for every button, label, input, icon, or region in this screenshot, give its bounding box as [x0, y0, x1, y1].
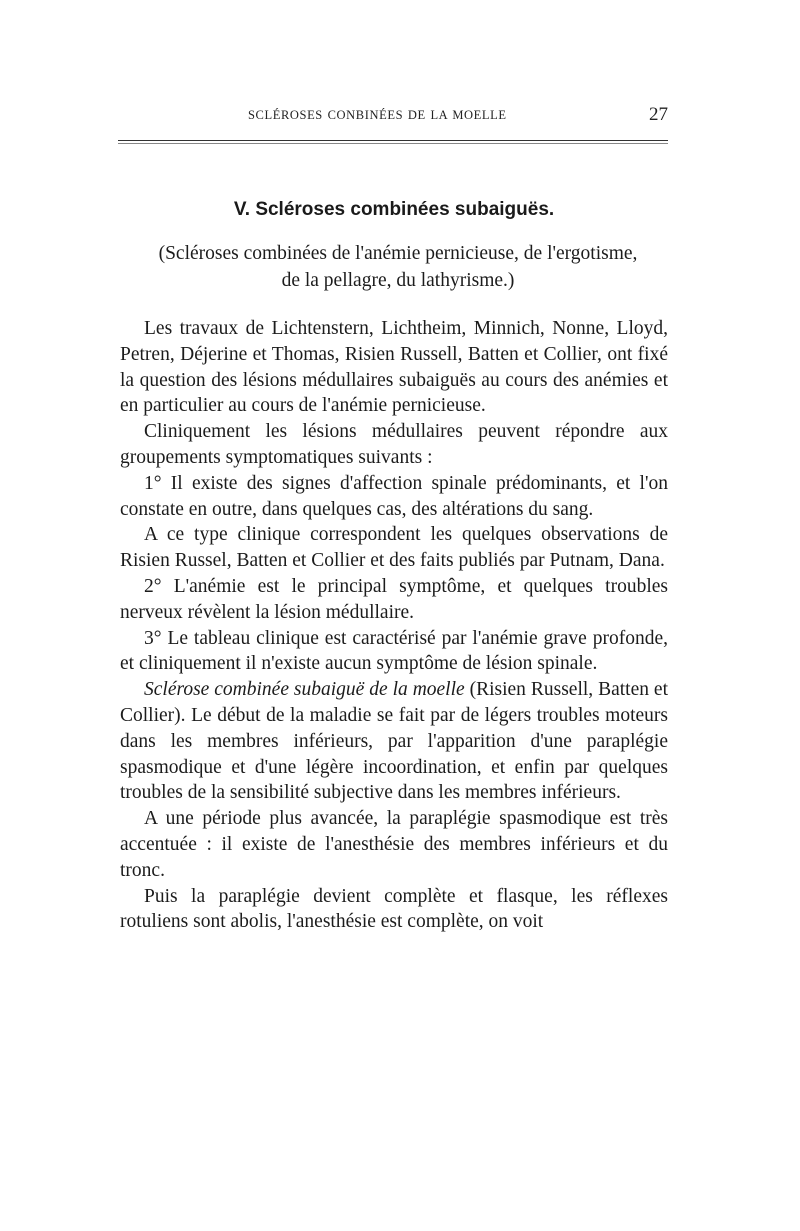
subtitle-line: de la pellagre, du lathyrisme.): [281, 270, 515, 291]
paragraph: Les travaux de Lichtenstern, Lichtheim, Minnich, Nonne, Lloyd, Petren, Déjerine et Thomas, Risien Russell, Batten et Collier, ont fixé la question des lésions médullaires subaiguës au cours des anémies et en particulier au cours de l'anémie pernicieuse.: [120, 318, 668, 417]
running-title: SCLÉROSES CONBINÉES DE LA MOELLE: [248, 108, 507, 122]
paragraph: Puis la paraplégie devient complète et flasque, les réflexes rotuliens sont abolis, l'anesthésie est complète, on voit: [120, 885, 668, 933]
paragraph: Cliniquement les lésions médullaires peuvent répondre aux groupements symptomatiques suivants :: [120, 421, 668, 468]
italic-term: Sclérose combinée subaiguë de la moelle: [144, 679, 465, 701]
page-number: 27: [649, 104, 668, 125]
paragraph: 2° L'anémie est le principal symptôme, et quelques troubles nerveux révèlent la lésion médullaire.: [120, 575, 668, 623]
subtitle-line: (Scléroses combinées de l'anémie pernicieuse, de l'ergotisme,: [158, 243, 638, 264]
paragraph-italic-lead: [120, 677, 668, 806]
header-rule-thin: [118, 143, 668, 144]
paragraph: 1° Il existe des signes d'affection spinale prédominants, et l'on constate en outre, dans quelques cas, des altérations du sang.: [120, 472, 668, 520]
paragraph: A ce type clinique correspondent les quelques observations de Risien Russel, Batten et Collier et des faits publiés par Putnam, Dana.: [120, 524, 668, 572]
header-rule: [118, 140, 668, 141]
paragraph-rest: (Risien Russell, Batten et Collier). Le début de la maladie se fait par de légers troubles moteurs dans les membres inférieurs, par l'apparition d'une paraplégie spasmodique et d'une légère incoordination, et enfin par quelques troubles de la sensibilité subjective dans les membres inférieurs.: [120, 679, 668, 804]
running-header: [120, 104, 668, 128]
section-subtitle: [112, 240, 684, 294]
section-title: V. Scléroses combinées subaiguës.: [233, 199, 555, 220]
body-text: [120, 316, 668, 935]
paragraph: A une période plus avancée, la paraplégie spasmodique est très accentuée : il existe de l'anesthésie des membres inférieurs et du tronc.: [120, 808, 668, 881]
paragraph: 3° Le tableau clinique est caractérisé par l'anémie grave profonde, et cliniquement il n'existe aucun symptôme de lésion spinale.: [120, 627, 668, 675]
